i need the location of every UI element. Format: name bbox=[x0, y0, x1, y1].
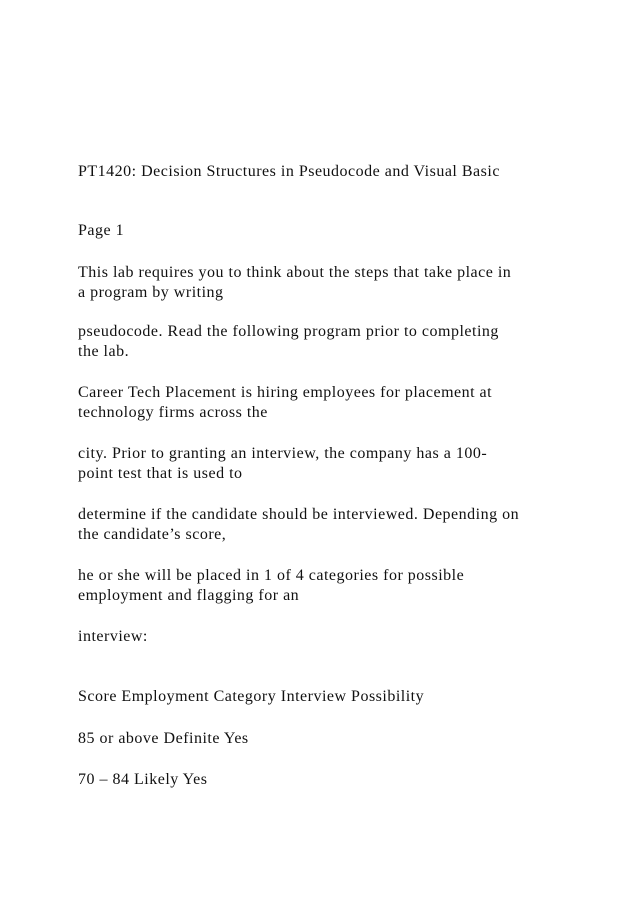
paragraph-5-line-2: the candidate’s score, bbox=[78, 526, 227, 543]
paragraph-5-line-1: determine if the candidate should be interviewed. Depending on bbox=[78, 506, 520, 523]
document-title: PT1420: Decision Structures in Pseudocode and Visual Basic bbox=[78, 163, 500, 180]
page-number: Page 1 bbox=[78, 222, 125, 239]
paragraph-2-line-2: the lab. bbox=[78, 343, 130, 360]
table-row: 70 – 84 Likely Yes bbox=[78, 771, 208, 788]
paragraph-6-line-2: employment and flagging for an bbox=[78, 587, 300, 604]
table-row: 85 or above Definite Yes bbox=[78, 730, 249, 747]
paragraph-2-line-1: pseudocode. Read the following program prior to completing bbox=[78, 323, 499, 340]
paragraph-4-line-1: city. Prior to granting an interview, the company has a 100- bbox=[78, 445, 488, 462]
paragraph-1-line-2: a program by writing bbox=[78, 284, 224, 301]
paragraph-6-line-1: he or she will be placed in 1 of 4 categories for possible bbox=[78, 567, 465, 584]
paragraph-4-line-2: point test that is used to bbox=[78, 465, 243, 482]
paragraph-1-line-1: This lab requires you to think about the steps that take place in bbox=[78, 264, 512, 281]
table-header: Score Employment Category Interview Possibility bbox=[78, 688, 425, 705]
paragraph-3-line-1: Career Tech Placement is hiring employees for placement at bbox=[78, 384, 493, 401]
paragraph-7-line-1: interview: bbox=[78, 628, 148, 645]
paragraph-3-line-2: technology firms across the bbox=[78, 404, 268, 421]
